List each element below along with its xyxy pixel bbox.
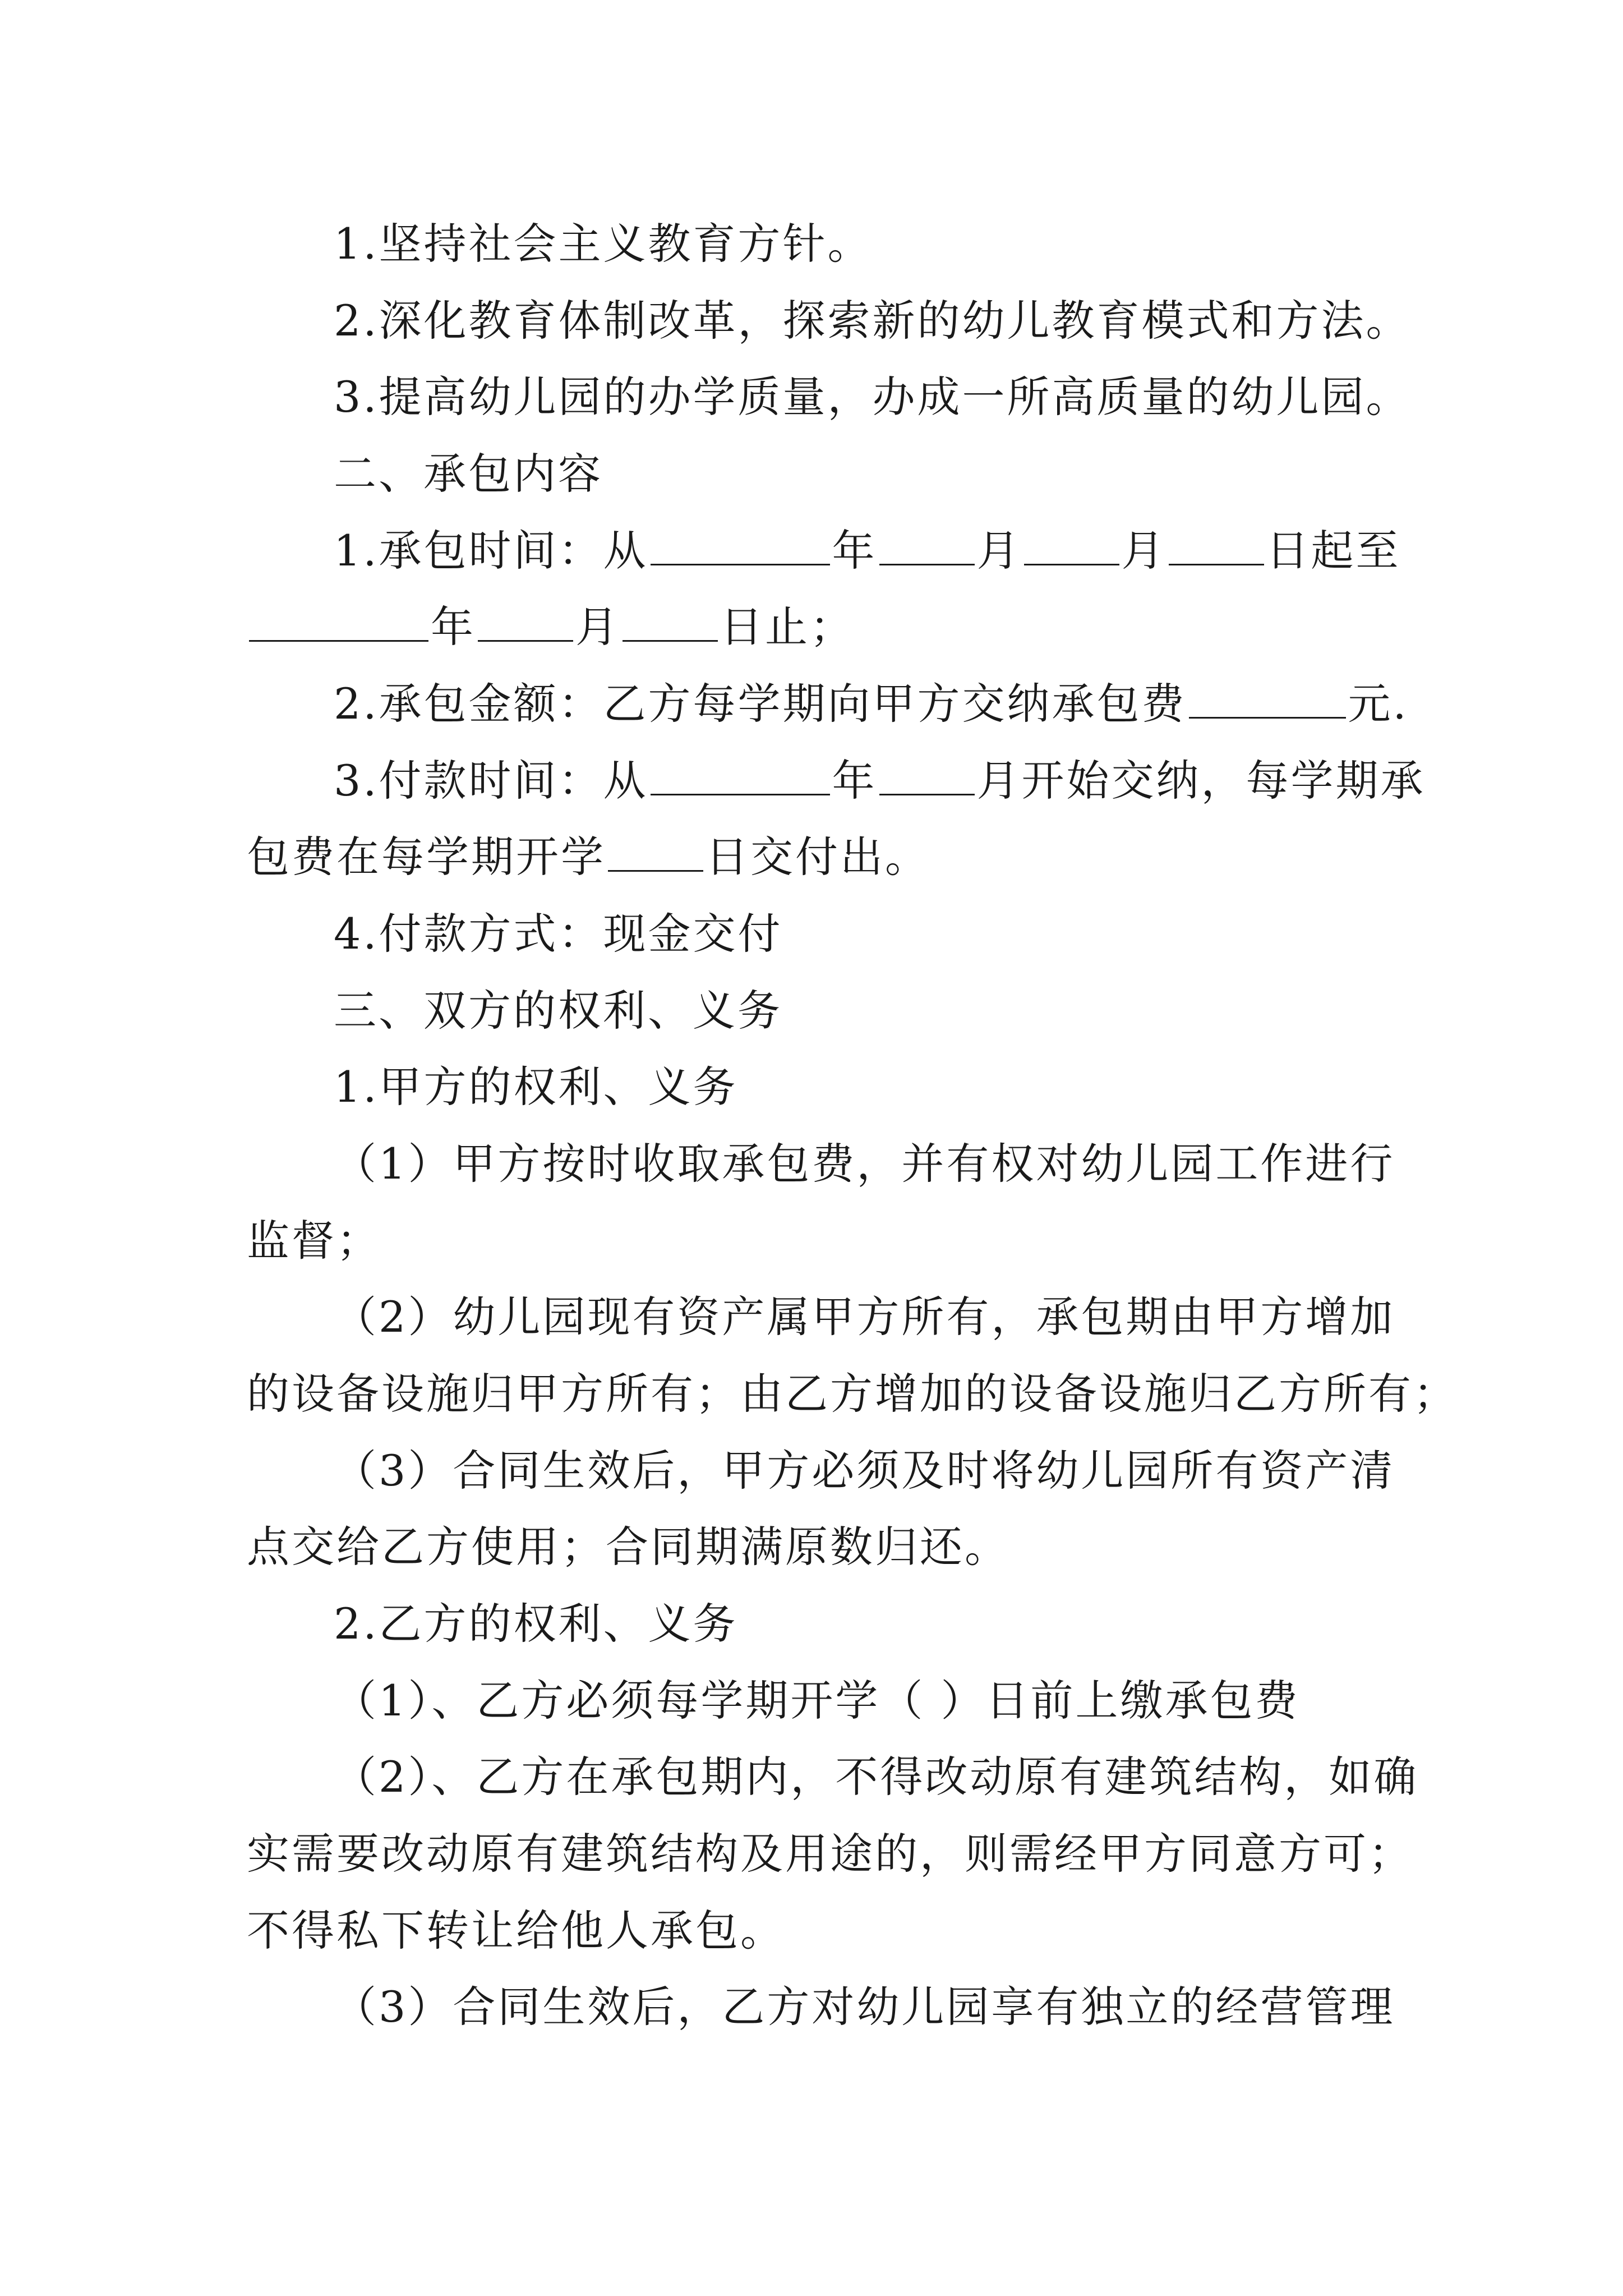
fill-in-blank [651,754,830,795]
subsection-heading: 1.甲方的权利、义务 [334,1062,738,1112]
text-fragment: 1.承包时间：从 [334,526,648,576]
paragraph-line: （3）合同生效后，甲方必须及时将幼儿园所有资产清 [334,1446,1395,1496]
paragraph-line: （2）幼儿园现有资产属甲方所有，承包期由甲方增加 [334,1292,1395,1342]
section-heading: 三、双方的权利、义务 [334,986,782,1036]
paragraph-line: 的设备设施归甲方所有；由乙方增加的设备设施归乙方所有； [247,1369,1458,1419]
text-fragment: 年 [832,756,877,806]
text-fragment: 包费在每学期开学 [247,832,606,882]
text-fragment: 月开始交纳，每学期承 [976,756,1426,806]
text-fragment: 月 [1121,526,1166,576]
fill-in-blank [478,601,573,642]
fill-in-blank [879,524,975,565]
fill-in-blank [249,601,428,642]
fill-in-blank [879,754,975,795]
paragraph-line [247,829,1391,885]
fill-in-blank [1169,524,1264,565]
text-fragment: 月 [575,602,620,652]
paragraph-line: 1.坚持社会主义教育方针。 [334,219,873,269]
paragraph-line: 2.深化教育体制改革，探索新的幼儿教育模式和方法。 [334,296,1411,346]
paragraph-line: （1）甲方按时收取承包费，并有权对幼儿园工作进行 [334,1139,1395,1189]
text-fragment: 日交付出。 [706,832,930,882]
text-fragment: 年 [431,602,476,652]
paragraph-line: 4.付款方式：现金交付 [334,909,783,959]
text-fragment: 3.付款时间：从 [334,756,648,806]
fill-in-blank [651,524,830,565]
paragraph-line: 点交给乙方使用；合同期满原数归还。 [247,1522,1009,1572]
fill-in-blank [608,831,703,872]
fill-in-blank [1189,678,1346,719]
text-fragment: 年 [832,526,877,576]
paragraph-line [247,599,1391,655]
paragraph-line [334,523,1478,579]
paragraph-line: 不得私下转让给他人承包。 [247,1906,785,1955]
text-fragment: 月 [976,526,1022,576]
text-fragment: 日起至 [1266,526,1401,576]
fill-in-blank [1024,524,1119,565]
text-fragment: 日止； [720,602,855,652]
text-fragment: 2.承包金额：乙方每学期向甲方交纳承包费 [334,679,1187,729]
text-fragment: 元. [1348,679,1409,729]
paragraph-line: （1）、乙方必须每学期开学（ ）日前上缴承包费 [334,1676,1300,1726]
paragraph-line [334,676,1478,732]
paragraph-line: 3.提高幼儿园的办学质量，办成一所高质量的幼儿园。 [334,372,1411,422]
paragraph-line: 实需要改动原有建筑结构及用途的，则需经甲方同意方可； [247,1829,1413,1879]
paragraph-line: 监督； [247,1216,381,1266]
paragraph-line [334,753,1478,809]
paragraph-line: （2）、乙方在承包期内，不得改动原有建筑结构，如确 [334,1752,1419,1802]
subsection-heading: 2.乙方的权利、义务 [334,1599,738,1649]
fill-in-blank [623,601,718,642]
section-heading: 二、承包内容 [334,449,603,499]
paragraph-line: （3）合同生效后，乙方对幼儿园享有独立的经营管理 [334,1982,1395,2032]
